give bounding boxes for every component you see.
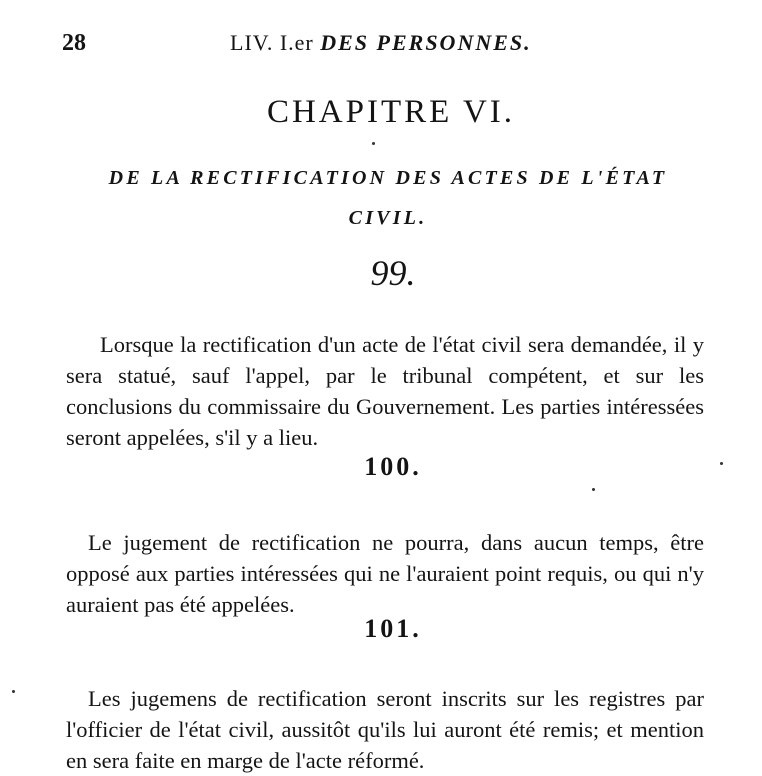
- article-text-100: Le jugement de rectification ne pourra, dans aucun temps, être opposé aux parties intéressées qui ne l'auraient point requis, ou qui n'y auraient pas été appelées.: [66, 529, 704, 617]
- article-text-99: Lorsque la rectification d'un acte de l'état civil sera demandée, il y sera statué, sauf l'appel, par le tribunal compétent, et sur les conclusions du commissaire du Gouvernement. Les parties intéressées seront appelées, s'il y a lieu.: [66, 331, 704, 450]
- article-number-101: 101.: [364, 614, 422, 643]
- print-speck: [12, 690, 15, 693]
- print-speck: [720, 462, 723, 465]
- running-head-title: DES PERSONNES.: [320, 30, 532, 55]
- chapter-heading: CHAPITRE VI.: [266, 94, 516, 130]
- page-number: 28: [62, 30, 86, 56]
- running-head-book: LIV. I.er: [230, 30, 314, 55]
- running-head: [230, 30, 532, 56]
- print-speck: [592, 488, 595, 491]
- chapter-subtitle: DE LA RECTIFICATION DES ACTES DE L'ÉTAT CIVIL.: [108, 167, 668, 229]
- article-number-99: 99.: [370, 253, 416, 293]
- article-number-100: 100.: [364, 452, 422, 481]
- page-header: [62, 30, 702, 60]
- article-text-101: Les jugemens de rectification seront inscrits sur les registres par l'officier de l'état civil, aussitôt qu'ils lui auront été remis; et mention en sera faite en marge de l'acte réformé.: [66, 685, 704, 773]
- print-speck: [372, 142, 375, 145]
